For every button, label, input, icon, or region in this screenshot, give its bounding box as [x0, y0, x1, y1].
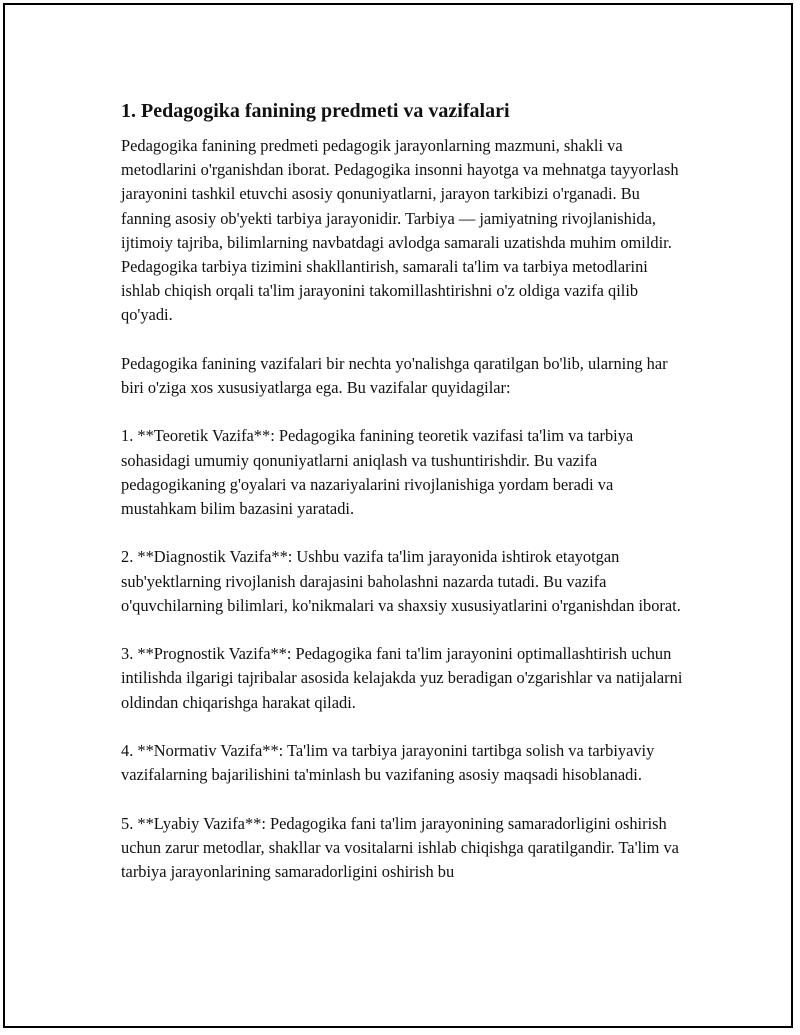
- page-frame: [3, 3, 793, 1028]
- paragraph-task-diagnostic: 2. **Diagnostik Vazifa**: Ushbu vazifa ta'lim jarayonida ishtirok etayotgan sub'yektlarning rivojlanish darajasini baholashni nazarda tutadi. Bu vazifa o'quvchilarning bilimlari, ko'nikmalari va shaxsiy xususiyatlarini o'rganishdan iborat.: [121, 547, 681, 615]
- document-body: [121, 98, 691, 884]
- paragraph-task-theoretical: 1. **Teoretik Vazifa**: Pedagogika fanining teoretik vazifasi ta'lim va tarbiya sohasidagi umumiy qonuniyatlarni aniqlash va tushuntirishdir. Bu vazifa pedagogikaning g'oyalari va nazariyalarini rivojlanishiga yordam beradi va mustahkam bilim bazasini yaratadi.: [121, 426, 634, 519]
- paragraph-tasks-intro: Pedagogika fanining vazifalari bir nechta yo'nalishga qaratilgan bo'lib, ularning har biri o'ziga xos xususiyatlarga ega. Bu vazifalar quyidagilar:: [121, 353, 668, 398]
- paragraph-task-lyabiy: 5. **Lyabiy Vazifa**: Pedagogika fani ta'lim jarayonining samaradorligini oshirish uchun zarur metodlar, shakllar va vositalarni ishlab chiqishga qaratilgandir. Ta'lim va tarbiya jarayonlarining samaradorligini oshirish bu: [121, 813, 679, 881]
- section-heading: 1. Pedagogika fanining predmeti va vazifalari: [121, 100, 510, 122]
- paragraph-task-prognostic: 3. **Prognostik Vazifa**: Pedagogika fani ta'lim jarayonini optimallashtirish uchun intilishda ilgarigi tajribalar asosida kelajakda yuz beradigan o'zgarishlar va natijalarni oldindan chiqarishga harakat qiladi.: [121, 644, 683, 712]
- paragraph-task-normative: 4. **Normativ Vazifa**: Ta'lim va tarbiya jarayonini tartibga solish va tarbiyaviy vazifalarning bajarilishini ta'minlash bu vazifaning asosiy maqsadi hisoblanadi.: [121, 741, 655, 785]
- paragraph-subject: Pedagogika fanining predmeti pedagogik jarayonlarning mazmuni, shakli va metodlarini o'rganishdan iborat. Pedagogika insonni hayotga va mehnatga tayyorlash jarayonini tashkil etuvchi asosiy qonuniyatlarni, jarayon tarkibizi o'rganadi. Bu fanning asosiy ob'yekti tarbiya jarayonidir. Tarbiya — jamiyatning rivojlanishida, ijtimoiy tajriba, bilimlarning navbatdagi avlodga samarali uzatishda muhim omildir. Pedagogika tarbiya tizimini shakllantirish, samarali ta'lim va tarbiya metodlarini ishlab chiqish orqali ta'lim jarayonini takomillashtirishni o'z oldiga vazifa qilib qo'yadi.: [121, 136, 679, 325]
